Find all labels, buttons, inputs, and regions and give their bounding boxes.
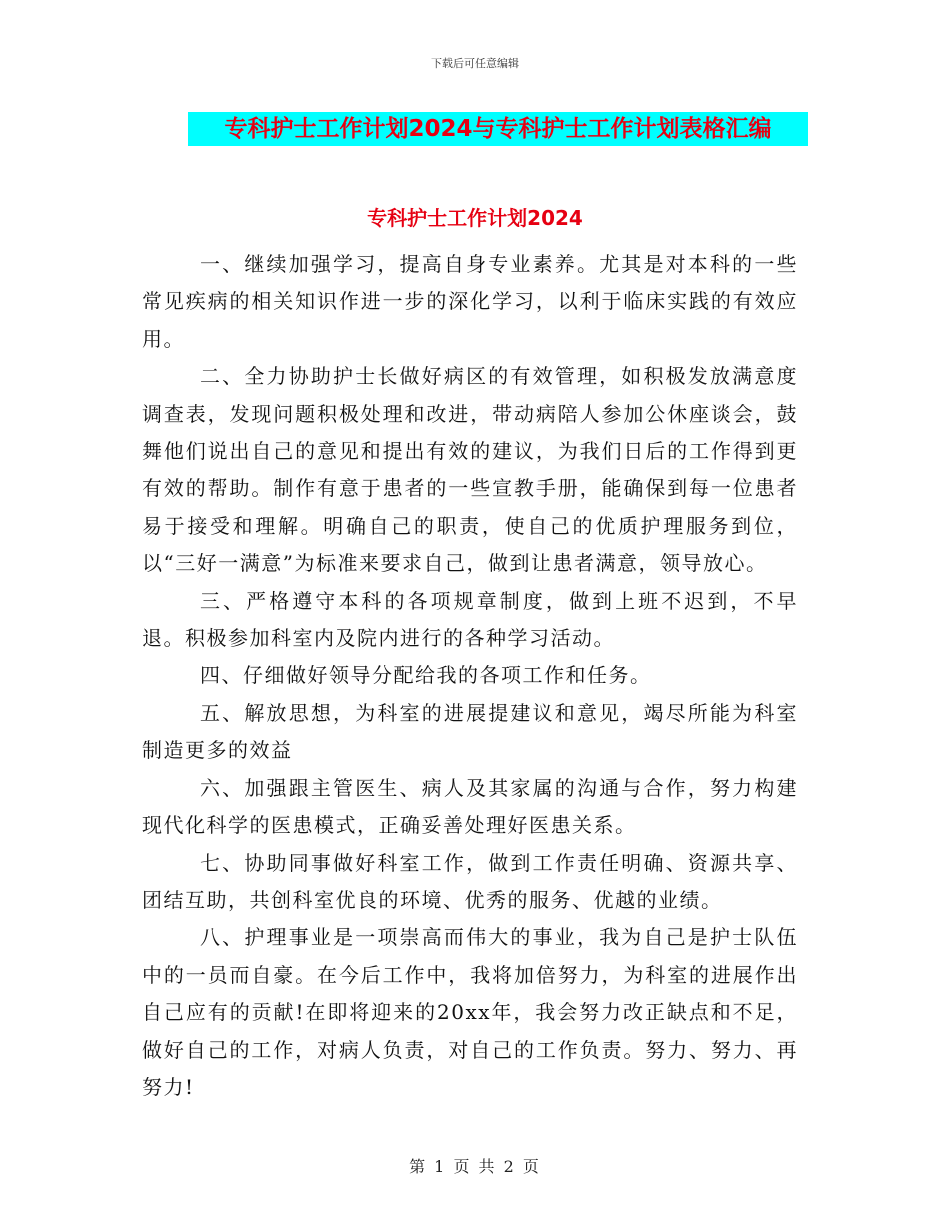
paragraph-1: 一、继续加强学习，提高自身专业素养。尤其是对本科的一些常见疾病的相关知识作进一步的深化学习，以利于临床实践的有效应用。 xyxy=(142,252,798,351)
header-note: 下载后可任意编辑 xyxy=(431,57,519,70)
main-title: 专科护士工作计划2024与专科护士工作计划表格汇编 xyxy=(224,116,772,142)
paragraph-3: 三、严格遵守本科的各项规章制度，做到上班不迟到，不早退。积极参加科室内及院内进行的各种学习活动。 xyxy=(142,588,798,651)
paragraph-8: 八、护理事业是一项崇高而伟大的事业，我为自己是护士队伍中的一员而自豪。在今后工作中，我将加倍努力，为科室的进展作出自己应有的贡献!在即将迎来的20xx年，我会努力改正缺点和不足，做好自己的工作，对病人负责，对自己的工作负责。努力、努力、再努力! xyxy=(142,925,798,1099)
paragraph-6: 六、加强跟主管医生、病人及其家属的沟通与合作，努力构建现代化科学的医患模式，正确妥善处理好医患关系。 xyxy=(142,775,798,838)
document-body xyxy=(142,246,798,1106)
paragraph-7: 七、协助同事做好科室工作，做到工作责任明确、资源共享、团结互助，共创科室优良的环境、优秀的服务、优越的业绩。 xyxy=(142,850,798,912)
main-title-highlight xyxy=(188,112,808,146)
page-footer: 第 1 页 共 2 页 xyxy=(409,1157,541,1176)
paragraph-5: 五、解放思想，为科室的进展提建议和意见，竭尽所能为科室制造更多的效益 xyxy=(142,700,798,763)
paragraph-2: 二、全力协助护士长做好病区的有效管理，如积极发放满意度调查表，发现问题积极处理和改进，带动病陪人参加公休座谈会，鼓舞他们说出自己的意见和提出有效的建议，为我们日后的工作得到更有效的帮助。制作有意于患者的一些宣教手册，能确保到每一位患者易于接受和理解。明确自己的职责，使自己的优质护理服务到位，以“三好一满意”为标准来要求自己，做到让患者满意，领导放心。 xyxy=(142,364,798,576)
paragraph-4: 四、仔细做好领导分配给我的各项工作和任务。 xyxy=(200,663,652,688)
section-title: 专科护士工作计划2024 xyxy=(367,206,583,230)
